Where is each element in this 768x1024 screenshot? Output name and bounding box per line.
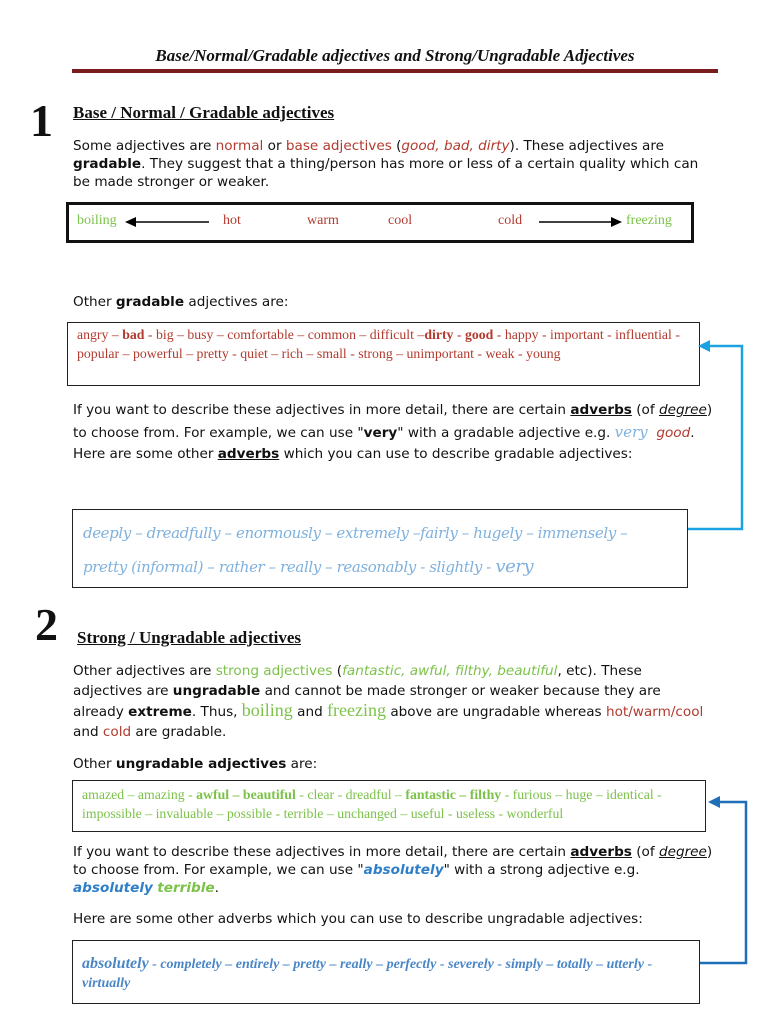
temperature-scale [66,202,694,243]
scale-boiling: boiling [77,213,117,228]
scale-hot: hot [223,213,241,228]
section-2-adverb-label: Here are some other adverbs which you can use to describe ungradable adjectives: [73,911,643,927]
ungradable-adjectives-list: amazed – amazing - awful – beautiful - clear - dreadful – fantastic – filthy - furious – huge – identical - impossible – invaluable – possible - terrible – unchanged – useful - useless - wonderful [72,780,706,832]
connector-arrow-1 [686,338,750,534]
gradable-adjectives-list: angry – bad - big – busy – comfortable – common – difficult –dirty - good - happy - important - influential - popular – powerful – pretty - quiet – rich – small - strong – unimportant - weak - young [67,322,700,386]
gradable-adverbs-line-1: deeply – dreadfully – enormously – extremely –fairly – hugely – immensely – [83,524,628,542]
connector-arrow-2 [698,793,756,969]
title-rule [72,69,718,73]
page-title: Base/Normal/Gradable adjectives and Strong/Ungradable Adjectives [155,46,635,65]
gradable-adverbs-line-2: pretty (informal) – rather – really – reasonably - slightly - very [83,556,534,577]
section-2-number: 2 [35,599,58,650]
ungradable-adverbs-box: absolutely - completely – entirely – pretty – really – perfectly - severely - simply – totally – utterly - virtually [72,940,700,1004]
section-1-other-label: Other gradable adjectives are: [73,294,289,310]
section-2-intro: Other adjectives are strong adjectives (fantastic, awful, filthy, beautiful, etc). These adjectives are ungradable and cannot be made stronger or weaker because they are already extreme. Thus, boiling and freezing above are ungradable whereas hot/warm/cool and cold are gradable. [73,663,704,740]
section-2-other-label: Other ungradable adjectives are: [73,756,318,772]
section-2-heading: Strong / Ungradable adjectives [77,628,301,647]
section-2-adverb-intro: If you want to describe these adjectives in more detail, there are certain adverbs (of degree) to choose from. For example, we can use "absolutely" with a strong adjective e.g. absolutely terrible. [73,844,713,896]
section-1-adverb-intro: If you want to describe these adjectives in more detail, there are certain adverbs (of degree) to choose from. For example, we can use "very" with a gradable adjective e.g. very good. Here are some other adverbs which you can use to describe gradable adjectives: [73,402,713,462]
section-1-intro: Some adjectives are normal or base adjectives (good, bad, dirty). These adjectives are gradable. They suggest that a thing/person has more or less of a certain quality which can be made stronger or weaker. [73,138,699,190]
gradable-adverbs-box [72,509,688,588]
scale-cold: cold [498,213,523,228]
right-arrow-icon [539,216,623,228]
scale-cool: cool [388,213,413,228]
section-1-number: 1 [30,95,53,146]
scale-freezing: freezing [626,213,672,228]
scale-warm: warm [307,213,339,228]
left-arrow-icon [125,216,211,228]
section-1-heading: Base / Normal / Gradable adjectives [73,103,335,122]
